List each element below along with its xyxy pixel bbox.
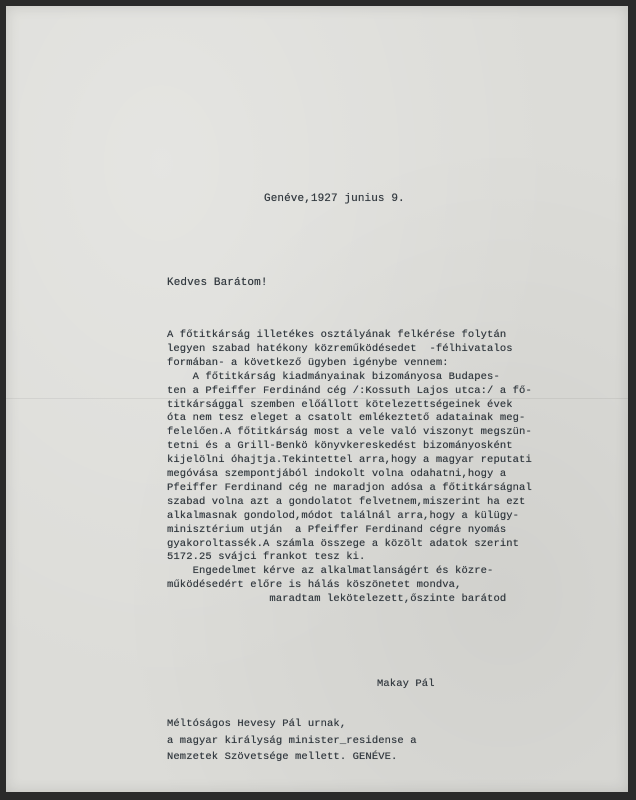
salutation: Kedves Barátom! <box>167 277 268 289</box>
body-line: gyakoroltassék.A számla összege a közölt adatok szerint <box>167 537 520 550</box>
body-line: Engedelmet kérve az alkalmatlanságért és közre- <box>167 565 494 578</box>
body-line: titkársággal szemben előállott kötelezettségeinek évek <box>167 398 513 411</box>
body-line: minisztérium utján a Pfeiffer Ferdinand cégre nyomás <box>167 523 507 536</box>
addressee-line: Méltóságos Hevesy Pál urnak, <box>167 718 347 730</box>
body-line: alkalmasnak gondolod,módot találnál arra,hogy a külügy- <box>167 509 520 522</box>
signature: Makay Pál <box>377 678 435 690</box>
body-line: tetni és a Grill-Benkö könyvkereskedést bizományosként <box>167 440 513 453</box>
body-line: óta nem tesz eleget a csatolt emlékeztető adatainak meg- <box>167 412 526 425</box>
place-date: Genéve,1927 junius 9. <box>264 193 405 205</box>
body-line: Pfeiffer Ferdinand cég ne maradjon adósa a főtitkárságnal <box>167 481 532 494</box>
body-line: működésedért előre is hálás köszönetet mondva, <box>167 579 462 592</box>
body-line: legyen szabad hatékony közreműködésedet -félhivatalos <box>167 342 513 355</box>
body-line: 5172.25 svájci frankot tesz ki. <box>167 551 366 564</box>
body-line: megóvása szempontjából indokolt volna odahatni,hogy a <box>167 468 507 480</box>
body-line: ten a Pfeiffer Ferdinánd cég /:Kossuth Lajos utca:/ a fő- <box>167 384 532 397</box>
body-line: A főtitkárság kiadmányainak bizományosa Budapes- <box>167 370 500 383</box>
letter-body <box>167 329 627 614</box>
addressee-line: a magyar királyság minister_residense a <box>167 734 417 747</box>
body-line: A főtitkárság illetékes osztályának felkérése folytán <box>167 329 507 341</box>
body-line: szabad volna azt a gondolatot felvetnem,miszerint ha ezt <box>167 495 526 508</box>
addressee-line: Nemzetek Szövetsége mellett. GENÉVE. <box>167 751 398 763</box>
body-line: maradtam lekötelezett,őszinte barátod <box>167 593 507 606</box>
body-line: formában- a következő ügyben igénybe vennem: <box>167 356 449 369</box>
body-line: kijelölni óhajtja.Tekintettel arra,hogy a magyar reputati <box>167 454 532 467</box>
body-line: felelően.A főtitkárság most a vele való viszonyt megszün- <box>167 426 532 439</box>
addressee-block <box>167 718 527 772</box>
